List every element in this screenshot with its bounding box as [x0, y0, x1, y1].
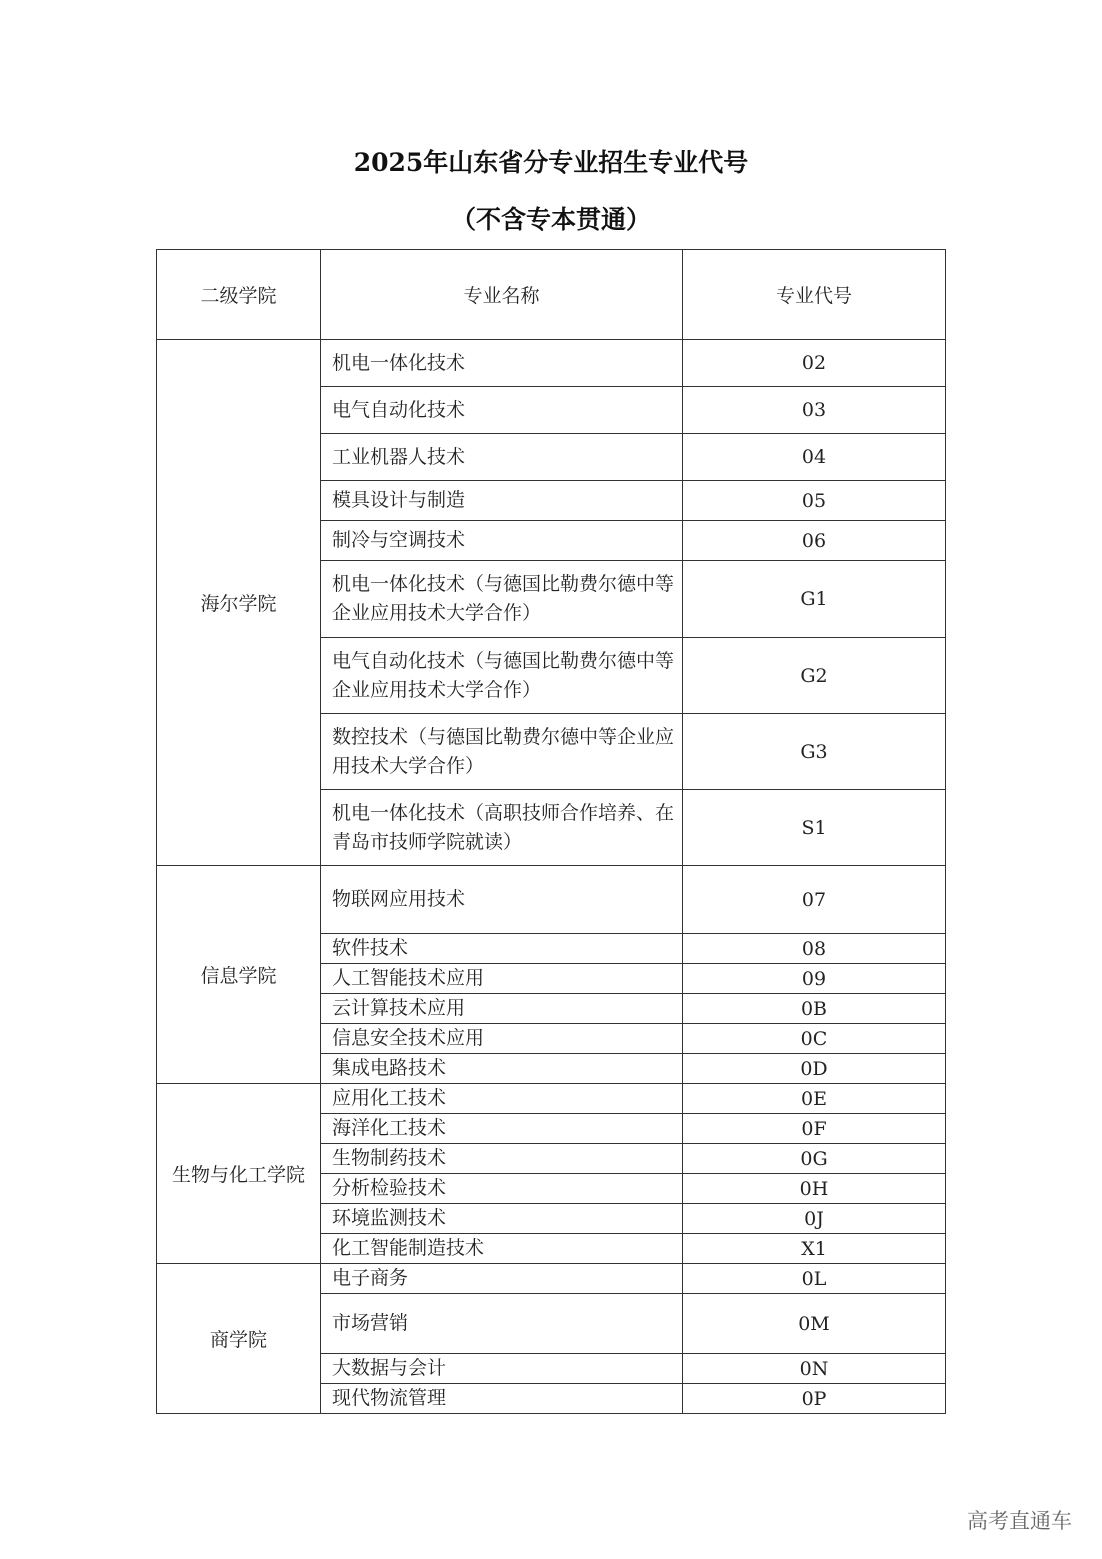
college-cell: 海尔学院	[157, 340, 321, 866]
major-cell: 电气自动化技术（与德国比勒费尔德中等企业应用技术大学合作）	[321, 638, 683, 714]
code-cell: 08	[683, 934, 946, 964]
code-cell: 06	[683, 521, 946, 561]
major-cell: 机电一体化技术	[321, 340, 683, 387]
code-cell: 0L	[683, 1264, 946, 1294]
major-cell: 云计算技术应用	[321, 994, 683, 1024]
major-cell: 制冷与空调技术	[321, 521, 683, 561]
code-cell: 0P	[683, 1384, 946, 1414]
major-cell: 现代物流管理	[321, 1384, 683, 1414]
major-cell: 应用化工技术	[321, 1084, 683, 1114]
code-cell: 0M	[683, 1294, 946, 1354]
code-cell: 0F	[683, 1114, 946, 1144]
table-row	[157, 340, 946, 387]
major-cell: 集成电路技术	[321, 1054, 683, 1084]
major-cell: 模具设计与制造	[321, 481, 683, 521]
major-cell: 环境监测技术	[321, 1204, 683, 1234]
table-row	[157, 1264, 946, 1294]
major-cell: 机电一体化技术（与德国比勒费尔德中等企业应用技术大学合作）	[321, 561, 683, 638]
code-cell: 0B	[683, 994, 946, 1024]
header-college: 二级学院	[157, 250, 321, 340]
header-major: 专业名称	[321, 250, 683, 340]
code-cell: G1	[683, 561, 946, 638]
major-cell: 市场营销	[321, 1294, 683, 1354]
code-cell: 0H	[683, 1174, 946, 1204]
header-code: 专业代号	[683, 250, 946, 340]
code-cell: 0J	[683, 1204, 946, 1234]
document-subtitle: （不含专本贯通）	[450, 205, 651, 234]
major-cell: 电气自动化技术	[321, 387, 683, 434]
code-cell: G3	[683, 714, 946, 790]
major-cell: 软件技术	[321, 934, 683, 964]
code-cell: S1	[683, 790, 946, 866]
code-cell: X1	[683, 1234, 946, 1264]
major-cell: 电子商务	[321, 1264, 683, 1294]
code-cell: 0G	[683, 1144, 946, 1174]
college-cell: 生物与化工学院	[157, 1084, 321, 1264]
major-cell: 分析检验技术	[321, 1174, 683, 1204]
major-code-table	[156, 249, 946, 1414]
table-row	[157, 866, 946, 934]
code-cell: 02	[683, 340, 946, 387]
code-cell: 0D	[683, 1054, 946, 1084]
table-header-row	[157, 250, 946, 340]
code-cell: 0E	[683, 1084, 946, 1114]
code-cell: 09	[683, 964, 946, 994]
document-title: 2025年山东省分专业招生专业代号	[353, 148, 749, 177]
major-cell: 信息安全技术应用	[321, 1024, 683, 1054]
major-cell: 人工智能技术应用	[321, 964, 683, 994]
watermark: 高考直通车	[967, 1509, 1072, 1533]
college-cell: 商学院	[157, 1264, 321, 1414]
code-cell: G2	[683, 638, 946, 714]
code-cell: 04	[683, 434, 946, 481]
code-cell: 0C	[683, 1024, 946, 1054]
code-cell: 03	[683, 387, 946, 434]
code-cell: 07	[683, 866, 946, 934]
code-cell: 05	[683, 481, 946, 521]
major-cell: 机电一体化技术（高职技师合作培养、在青岛市技师学院就读）	[321, 790, 683, 866]
major-cell: 生物制药技术	[321, 1144, 683, 1174]
major-cell: 物联网应用技术	[321, 866, 683, 934]
major-cell: 数控技术（与德国比勒费尔德中等企业应用技术大学合作）	[321, 714, 683, 790]
table-row	[157, 1084, 946, 1114]
major-cell: 大数据与会计	[321, 1354, 683, 1384]
major-cell: 工业机器人技术	[321, 434, 683, 481]
major-cell: 化工智能制造技术	[321, 1234, 683, 1264]
code-cell: 0N	[683, 1354, 946, 1384]
college-cell: 信息学院	[157, 866, 321, 1084]
major-cell: 海洋化工技术	[321, 1114, 683, 1144]
